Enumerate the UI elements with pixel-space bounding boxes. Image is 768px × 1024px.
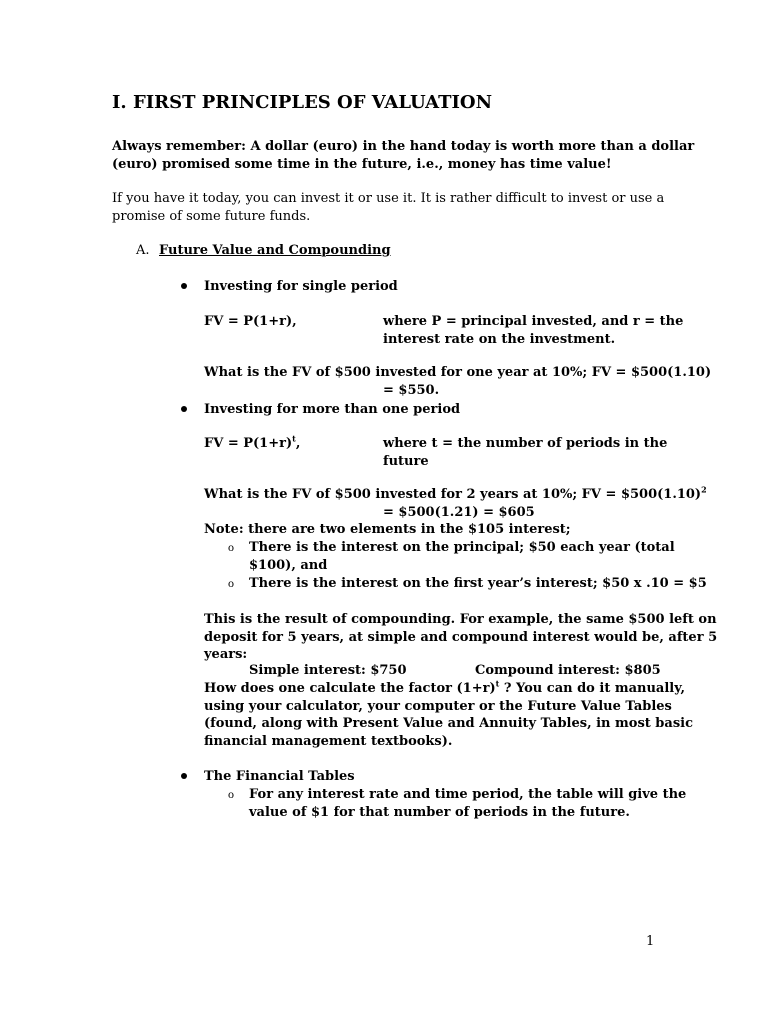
bullet-financial-tables: The Financial Tables <box>204 769 355 784</box>
section-title: I. FIRST PRINCIPLES OF VALUATION <box>112 92 493 113</box>
simple-interest: Simple interest: $750 <box>249 663 407 678</box>
compound-interest: Compound interest: $805 <box>475 663 661 678</box>
compounding-line-3: years: <box>204 647 248 662</box>
subsection-title: Future Value and Compounding <box>159 243 391 258</box>
sub-item-1a: There is the interest on the principal; $50 each year (total <box>249 540 675 555</box>
bullet-icon <box>181 283 187 289</box>
question-multi-1: What is the FV of $500 invested for 2 years at 10%; FV = $\$500(1.10)^2$ <box>204 484 707 502</box>
sub-item-2: There is the interest on the first year’s interest; $50 x .10 = $5 <box>249 576 707 591</box>
question-multi-2: = $500(1.21) = $605 <box>383 505 535 520</box>
question-single-2: = $550. <box>383 383 440 398</box>
bullet-multi-period: Investing for more than one period <box>204 402 461 417</box>
where-single-1: where P = principal invested, and r = the <box>383 314 684 329</box>
bullet-icon <box>181 406 187 412</box>
compounding-line-2: deposit for 5 years, at simple and compound interest would be, after 5 <box>204 630 718 645</box>
intro-line-2: promise of some future funds. <box>112 209 311 224</box>
intro-line-1: If you have it today, you can invest it or use it. It is rather difficult to invest or use a <box>112 191 665 206</box>
page-number: 1 <box>646 934 655 949</box>
sub-bullet-icon: o <box>228 787 234 801</box>
where-multi-2: future <box>383 454 429 469</box>
tables-sub-1: For any interest rate and time period, the table will give the <box>249 787 687 802</box>
tables-sub-2: value of $1 for that number of periods in the future. <box>249 805 630 820</box>
where-single-2: interest rate on the investment. <box>383 332 616 347</box>
note-line: Note: there are two elements in the $105 interest; <box>204 522 571 537</box>
intro-bold-line-2: (euro) promised some time in the future, i.e., money has time value! <box>112 157 612 172</box>
compounding-question: How does one calculate the factor $(1+r)^t$ ? You can do it manually, <box>204 678 686 696</box>
compounding-line-6: (found, along with Present Value and Annuity Tables, in most basic <box>204 716 693 731</box>
formula-multi: FV = $P(1+r)^t$, <box>204 433 301 451</box>
compounding-line-1: This is the result of compounding. For example, the same $500 left on <box>204 612 717 627</box>
compounding-line-5: using your calculator, your computer or the Future Value Tables <box>204 699 672 714</box>
where-multi-1: where t = the number of periods in the <box>383 436 668 451</box>
bullet-icon <box>181 773 187 779</box>
formula-single: FV = P(1+r), <box>204 314 297 329</box>
bullet-single-period: Investing for single period <box>204 279 398 294</box>
intro-bold-line-1: Always remember: A dollar (euro) in the hand today is worth more than a dollar <box>112 139 695 154</box>
sub-bullet-icon: o <box>228 540 234 554</box>
sub-bullet-icon: o <box>228 576 234 590</box>
compounding-line-7: financial management textbooks). <box>204 734 453 749</box>
question-single-1: What is the FV of $500 invested for one year at 10%; FV = $500(1.10) <box>204 365 712 380</box>
sub-item-1b: $100), and <box>249 558 328 573</box>
subsection-marker: A. <box>136 243 150 258</box>
